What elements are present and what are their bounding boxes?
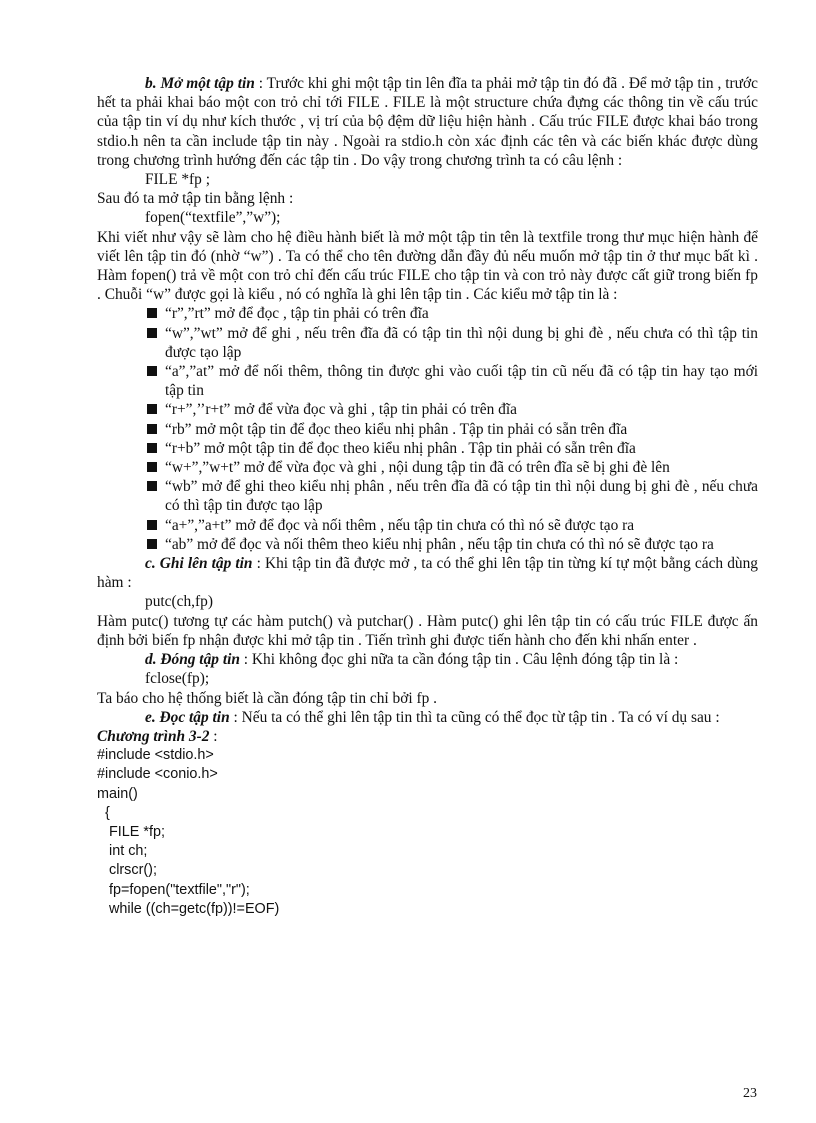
section-c-paragraph bbox=[97, 554, 758, 592]
list-item: “r+b” mở một tập tin để đọc theo kiểu nhị phân . Tập tin phải có sẵn trên đĩa bbox=[145, 439, 758, 458]
code-file-declaration: FILE *fp ; bbox=[145, 171, 210, 189]
square-bullet-icon bbox=[147, 443, 157, 453]
square-bullet-icon bbox=[147, 539, 157, 549]
code-line: { bbox=[97, 804, 110, 821]
section-b-heading: b. Mở một tập tin bbox=[145, 75, 255, 92]
code-line: clrscr(); bbox=[97, 862, 157, 879]
code-fopen: fopen(“textfile”,”w”); bbox=[145, 209, 281, 227]
code-line: main() bbox=[97, 785, 138, 802]
program-title: Chương trình 3-2 bbox=[97, 727, 210, 745]
section-c-heading: c. Ghi lên tập tin bbox=[145, 555, 253, 573]
list-item: “wb” mở để ghi theo kiểu nhị phân , nếu trên đĩa đã có tập tin thì nội dung bị ghi đè , nếu chưa có thì tập tin được tạo lập bbox=[145, 477, 758, 515]
file-modes-list bbox=[97, 304, 758, 554]
page-number: 23 bbox=[743, 1086, 757, 1101]
list-item: “r+”,’’r+t” mở để vừa đọc và ghi , tập tin phải có trên đĩa bbox=[145, 400, 758, 419]
square-bullet-icon bbox=[147, 424, 157, 434]
square-bullet-icon bbox=[147, 520, 157, 530]
section-e-paragraph bbox=[97, 708, 758, 727]
code-line: int ch; bbox=[97, 843, 148, 860]
list-item: “w”,”wt” mở để ghi , nếu trên đĩa đã có tập tin thì nội dung bị ghi đè , nếu chưa có thì tập tin được tạo lập bbox=[145, 324, 758, 362]
code-listing bbox=[97, 746, 758, 919]
square-bullet-icon bbox=[147, 404, 157, 414]
square-bullet-icon bbox=[147, 328, 157, 338]
list-item: “w+”,”w+t” mở để vừa đọc và ghi , nội dung tập tin đã có trên đĩa sẽ bị ghi đè lên bbox=[145, 458, 758, 477]
code-line: fp=fopen("textfile","r"); bbox=[97, 881, 250, 898]
list-item: “r”,”rt” mở để đọc , tập tin phải có trên đĩa bbox=[145, 304, 758, 323]
square-bullet-icon bbox=[147, 481, 157, 491]
section-d-heading: d. Đóng tập tin bbox=[145, 651, 240, 669]
program-heading: Chương trình 3-2 : bbox=[97, 727, 218, 745]
code-line: FILE *fp; bbox=[97, 823, 165, 840]
section-b-explanation: Khi viết như vậy sẽ làm cho hệ điều hành biết là mở một tập tin tên là textfile trong thư mục hiện hành để viết lên tập tin đó (nhờ “w”) . Ta có thể cho tên đường dẫn đầy đủ nếu muốn mở tập tin ở thư mục bất kì . Hàm fopen() trả về một con trỏ chỉ đến cấu trúc FILE cho tập tin và con trỏ này được cất giữ trong biến fp . Chuỗi “w” được gọi là kiểu , nó có nghĩa là ghi lên tập tin . Các kiểu mở tập tin là : bbox=[97, 228, 758, 304]
list-item: “a+”,”a+t” mở để đọc và nối thêm , nếu tập tin chưa có thì nó sẽ được tạo ra bbox=[145, 516, 758, 535]
square-bullet-icon bbox=[147, 462, 157, 472]
section-b-paragraph bbox=[97, 74, 758, 170]
section-c-text: : Khi tập tin đã được mở , ta có thể ghi lên tập tin từng kí tự một bằng cách dùng hàm : bbox=[97, 555, 758, 592]
square-bullet-icon bbox=[147, 308, 157, 318]
square-bullet-icon bbox=[147, 366, 157, 376]
section-b-text: : Trước khi ghi một tập tin lên đĩa ta phải mở tập tin đó đã . Để mở tập tin , trước hết ta phải khai báo một con trỏ chỉ tới FILE . FILE là một structure chứa đựng các thông tin về cấu trúc của tập tin ví dụ như kích thước , vị trí của bộ đệm dữ liệu hiện hành . Cấu trúc FILE được khai báo trong stdio.h nên ta cần include tập tin này . Ngoài ra stdio.h còn xác định các tên và các biến khác được dùng trong chương trình hướng đến các tập tin . Do vậy trong chương trình ta có câu lệnh : bbox=[97, 75, 758, 169]
list-item: “ab” mở để đọc và nối thêm theo kiểu nhị phân , nếu tập tin chưa có thì nó sẽ được tạo ra bbox=[145, 535, 758, 554]
section-d-paragraph bbox=[97, 650, 758, 669]
code-fclose: fclose(fp); bbox=[145, 670, 210, 688]
section-c-explanation: Hàm putc() tương tự các hàm putch() và putchar() . Hàm putc() ghi lên tập tin có cấu trúc FILE được ấn định bởi biến fp nhận được khi mở tập tin . Tiến trình ghi được tiến hành cho đến khi nhấn enter . bbox=[97, 612, 758, 649]
code-line: #include <conio.h> bbox=[97, 766, 218, 783]
section-e-heading: e. Đọc tập tin bbox=[145, 708, 230, 726]
list-item: “rb” mở một tập tin để đọc theo kiểu nhị phân . Tập tin phải có sẵn trên đĩa bbox=[145, 420, 758, 439]
section-d-text: : Khi không đọc ghi nữa ta cần đóng tập tin . Câu lệnh đóng tập tin là : bbox=[239, 651, 679, 669]
code-line: while ((ch=getc(fp))!=EOF) bbox=[97, 900, 280, 917]
document-page bbox=[97, 74, 758, 919]
list-item: “a”,”at” mở để nối thêm, thông tin được ghi vào cuối tập tin cũ nếu đã có tập tin hay tạo mới tập tin bbox=[145, 362, 758, 400]
section-e-text: : Nếu ta có thể ghi lên tập tin thì ta cũng có thể đọc từ tập tin . Ta có ví dụ sau : bbox=[229, 708, 720, 726]
section-b-then: Sau đó ta mở tập tin bằng lệnh : bbox=[97, 190, 294, 208]
code-putc: putc(ch,fp) bbox=[145, 593, 213, 611]
code-line: #include <stdio.h> bbox=[97, 747, 214, 764]
section-d-explanation: Ta báo cho hệ thống biết là cần đóng tập tin chỉ bởi fp . bbox=[97, 689, 438, 707]
